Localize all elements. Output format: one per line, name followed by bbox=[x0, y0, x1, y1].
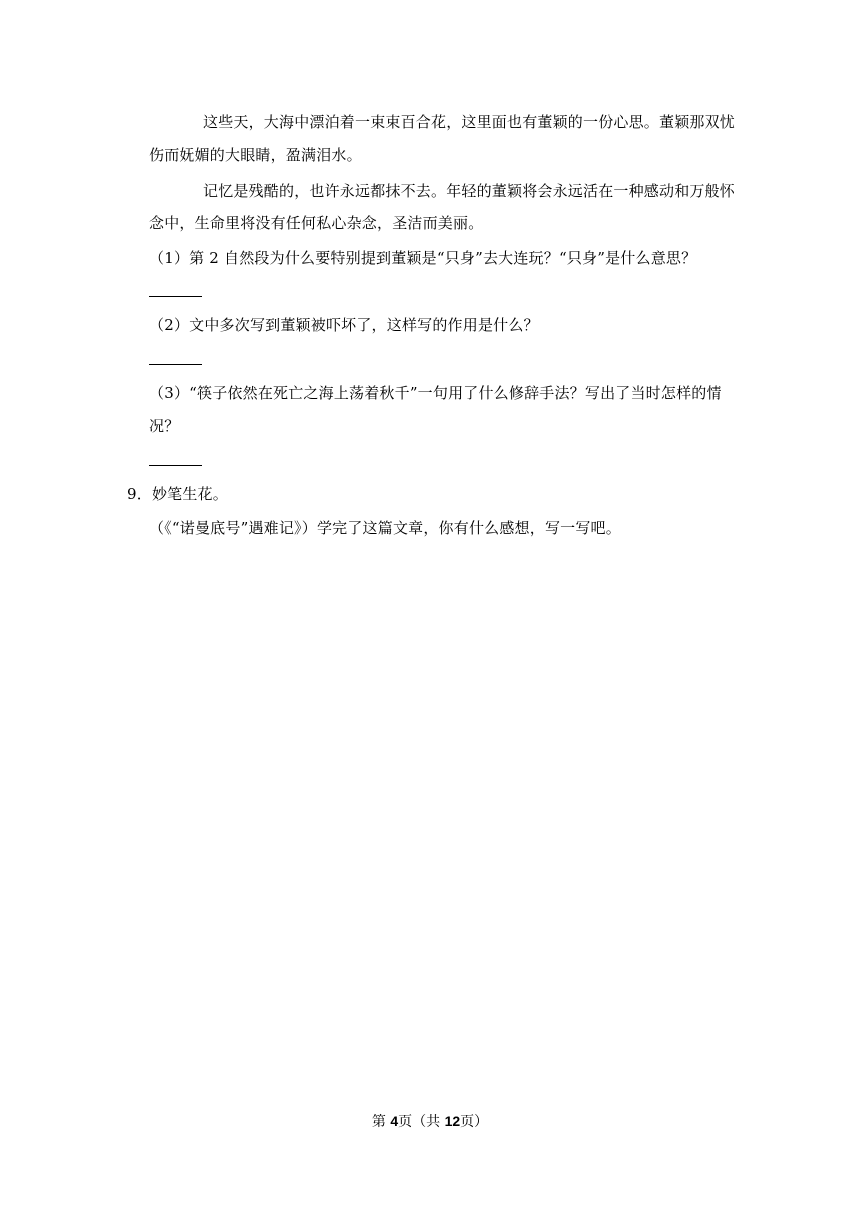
footer-page-number: 4 bbox=[390, 1113, 399, 1129]
question-1: （1）第 2 自然段为什么要特别提到董颖是“只身”去大连玩？“只身”是什么意思？ bbox=[149, 249, 697, 267]
passage-paragraph-1-line-1: 这些天，大海中漂泊着一束束百合花，这里面也有董颖的一份心思。董颖那双忧 bbox=[203, 113, 736, 131]
passage-paragraph-2-line-2: 念中，生命里将没有任何私心杂念，圣洁而美丽。 bbox=[149, 214, 484, 232]
footer-middle: 页（共 bbox=[398, 1114, 445, 1130]
question-3-line-1: （3）“筷子依然在死亡之海上荡着秋千”一句用了什么修辞手法？写出了当时怎样的情 bbox=[149, 384, 722, 402]
page-footer bbox=[0, 1111, 860, 1132]
item-9-heading: 9．妙笔生花。 bbox=[127, 485, 228, 503]
footer-suffix: 页） bbox=[460, 1114, 489, 1130]
question-3-line-2: 况？ bbox=[149, 417, 180, 435]
answer-blank-3 bbox=[149, 465, 202, 466]
item-9-prompt: （《“诺曼底号”遇难记》）学完了这篇文章，你有什么感想，写一写吧。 bbox=[149, 519, 621, 537]
answer-blank-2 bbox=[149, 364, 202, 365]
footer-total-pages: 12 bbox=[444, 1113, 461, 1129]
passage-paragraph-1-line-2: 伤而妩媚的大眼睛，盈满泪水。 bbox=[149, 146, 362, 164]
passage-paragraph-2-line-1: 记忆是残酷的，也许永远都抹不去。年轻的董颖将会永远活在一种感动和万般怀 bbox=[203, 182, 736, 200]
question-2: （2）文中多次写到董颖被吓坏了，这样写的作用是什么？ bbox=[149, 316, 539, 334]
answer-blank-1 bbox=[149, 296, 202, 297]
footer-prefix: 第 bbox=[371, 1114, 391, 1130]
